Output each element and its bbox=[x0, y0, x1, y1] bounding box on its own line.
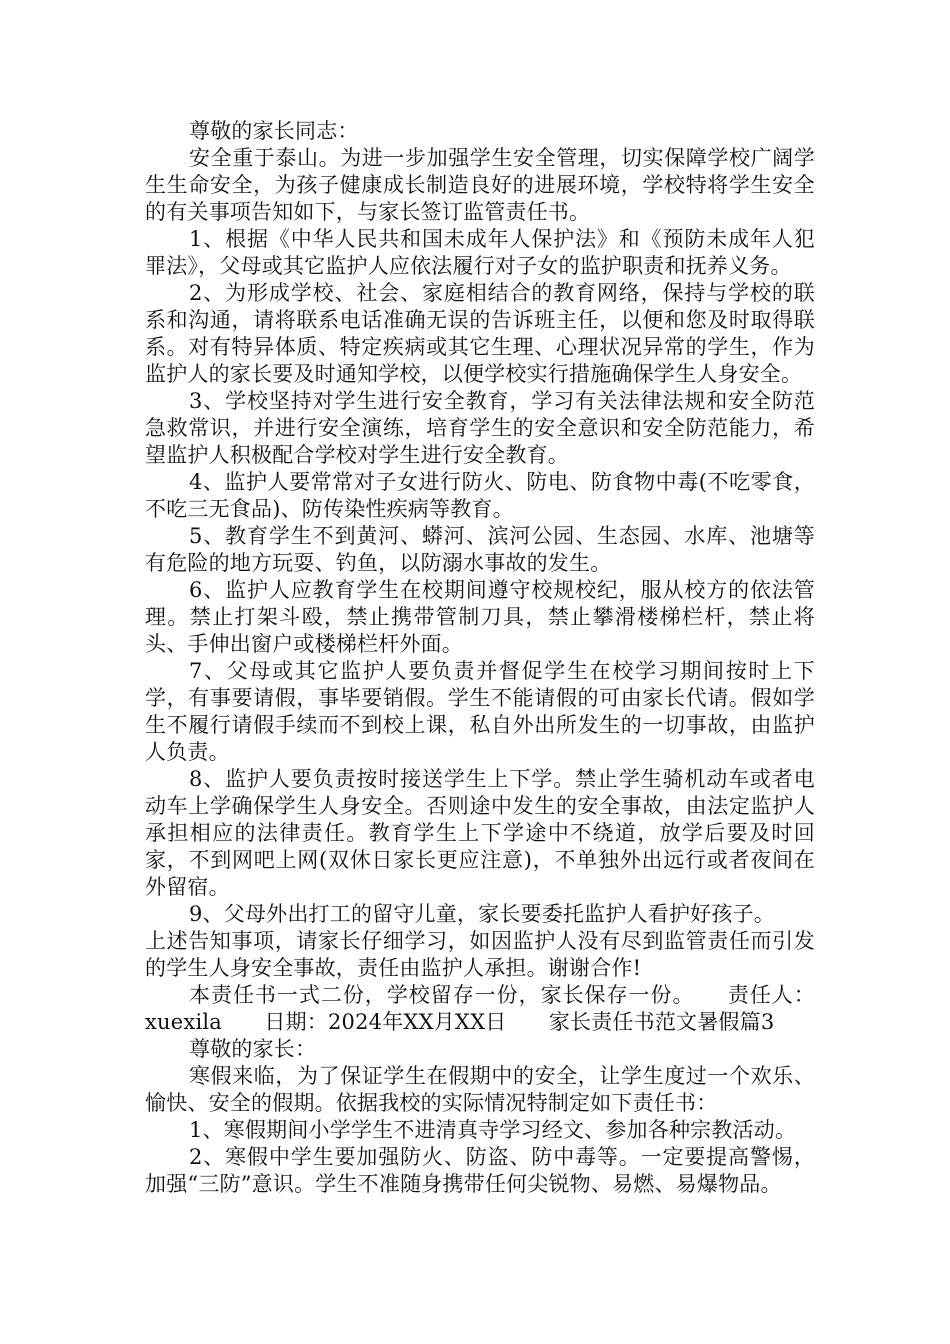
item-2: 2、为形成学校、社会、家庭相结合的教育网络，保持与学校的联系和沟通，请将联系电话准确无误的告诉班主任，以便和您及时取得联系。对有特异体质、特定疾病或其它生理、心理状况异常的学生，作为监护人的家长要及时通知学校，以便学校实行措施确保学生人身安全。 bbox=[145, 281, 815, 386]
item-9: 9、父母外出打工的留守儿童，家长要委托监护人看护好孩子。 bbox=[189, 902, 775, 926]
item-2-1: 1、寒假期间小学学生不进清真寺学习经文、参加各种宗教活动。 bbox=[189, 1118, 797, 1142]
intro-paragraph: 安全重于泰山。为进一步加强学生安全管理，切实保障学校广阔学生生命安全，为孩子健康成长制造良好的进展环境，学校特将学生安全的有关事项告知如下，与家长签订监管责任书。 bbox=[145, 146, 815, 224]
salutation-2: 尊敬的家长： bbox=[189, 1037, 317, 1061]
item-5: 5、教育学生不到黄河、蟒河、滨河公园、生态园、水库、池塘等有危险的地方玩耍、钓鱼，以防溺水事故的发生。 bbox=[145, 524, 815, 575]
item-4: 4、监护人要常常对子女进行防火、防电、防食物中毒(不吃零食，不吃三无食品)、防传染性疾病等教育。 bbox=[145, 470, 815, 521]
intro-2: 寒假来临，为了保证学生在假期中的安全，让学生度过一个欢乐、愉快、安全的假期。依据我校的实际情况特制定如下责任书： bbox=[145, 1064, 815, 1115]
item-8: 8、监护人要负责按时接送学生上下学。禁止学生骑机动车或者电动车上学确保学生人身安全。否则途中发生的安全事故，由法定监护人承担相应的法律责任。教育学生上下学途中不绕道，放学后要及时回家，不到网吧上网(双休日家长更应注意)，不单独外出远行或者夜间在外留宿。 bbox=[145, 767, 815, 899]
document-page bbox=[145, 118, 815, 1198]
item-7: 7、父母或其它监护人要负责并督促学生在校学习期间按时上下学，有事要请假，事毕要销假。学生不能请假的可由家长代请。假如学生不履行请假手续而不到校上课，私自外出所发生的一切事故，由监护人负责。 bbox=[145, 659, 815, 764]
item-6: 6、监护人应教育学生在校期间遵守校规校纪，服从校方的依法管理。禁止打架斗殴，禁止携带管制刀具，禁止攀滑楼梯栏杆，禁止将头、手伸出窗户或楼梯栏杆外面。 bbox=[145, 578, 815, 656]
item-1: 1、根据《中华人民共和国未成年人保护法》和《预防未成年人犯罪法》，父母或其它监护人应依法履行对子女的监护职责和抚养义务。 bbox=[145, 227, 815, 278]
item-3: 3、学校坚持对学生进行安全教育，学习有关法律法规和安全防范急救常识，并进行安全演练，培育学生的安全意识和安全防范能力，希望监护人积极配合学校对学生进行安全教育。 bbox=[145, 389, 815, 467]
salutation: 尊敬的家长同志： bbox=[189, 119, 359, 143]
item-2-2: 2、寒假中学生要加强防火、防盗、防中毒等。一定要提高警惕，加强“三防”意识。学生不准随身携带任何尖锐物、易燃、易爆物品。 bbox=[145, 1145, 815, 1196]
notice-paragraph: 上述告知事项，请家长仔细学习，如因监护人没有尽到监管责任而引发的学生人身安全事故，责任由监护人承担。谢谢合作! bbox=[145, 929, 815, 980]
copies-paragraph: 本责任书一式二份，学校留存一份，家长保存一份。 责任人：xuexila 日期：2024年XX月XX日 家长责任书范文暑假篇3 bbox=[145, 983, 815, 1034]
